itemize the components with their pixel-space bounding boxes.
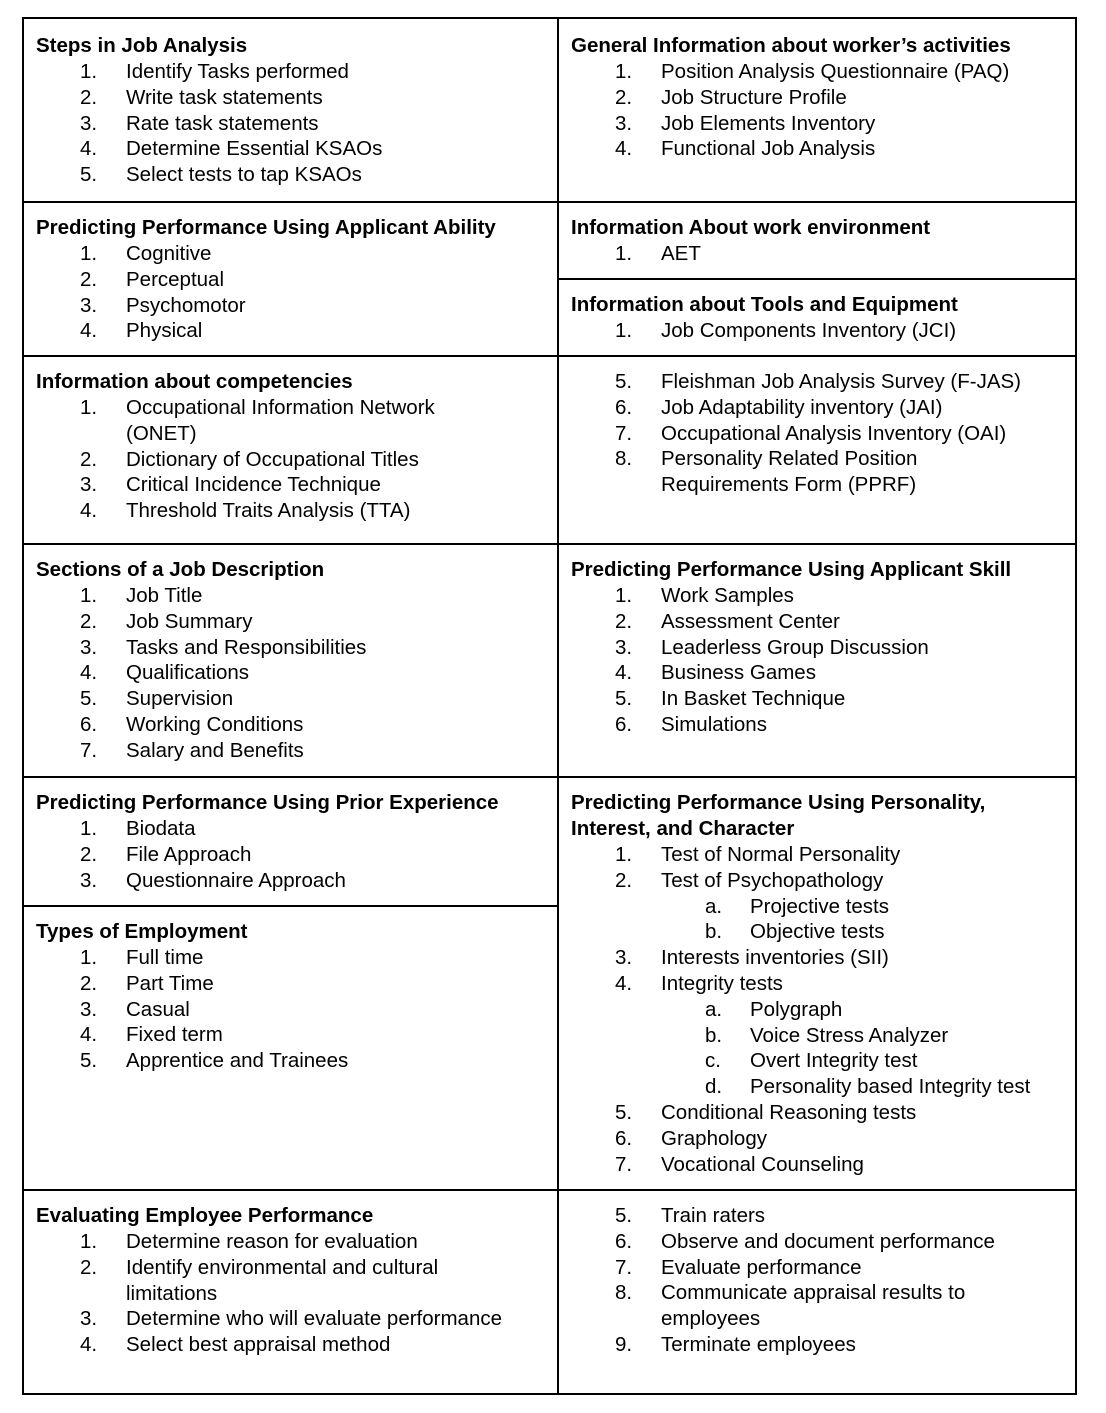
list-item: 1. Biodata <box>80 817 196 840</box>
numbered-list <box>36 59 557 188</box>
section-title: Predicting Performance Using Prior Experience <box>36 791 499 814</box>
list-item: 4. Threshold Traits Analysis (TTA) <box>80 499 411 523</box>
sub-list-item: d. Personality based Integrity test <box>705 1075 1031 1099</box>
sub-list-item: b. Voice Stress Analyzer <box>705 1023 949 1047</box>
section-title: Predicting Performance Using Personality, <box>571 791 986 814</box>
list-item: 2. Write task statements <box>80 85 323 109</box>
numbered-list <box>571 318 1075 344</box>
list-item: 5. Apprentice and Trainees <box>80 1049 349 1073</box>
list-item: 4. Qualifications <box>80 661 250 685</box>
section-title: General Information about worker’s activities <box>571 34 1011 57</box>
sub-list-item: b. Objective tests <box>705 920 885 944</box>
section-title: Evaluating Employee Performance <box>36 1204 374 1227</box>
list-item: 4. Physical <box>80 319 203 343</box>
list-item: 8. Personality Related Position <box>615 447 918 471</box>
list-item: 2. Dictionary of Occupational Titles <box>80 447 419 471</box>
numbered-list <box>36 241 557 344</box>
section-title-line-2: Interest, and Character <box>571 817 795 840</box>
list-item-continuation: Requirements Form (PPRF) <box>661 473 917 497</box>
numbered-list <box>36 945 557 1074</box>
list-item: 1. Identify Tasks performed <box>80 60 349 83</box>
list-item: 4. Integrity tests <box>615 971 783 995</box>
list-item: 1. Cognitive <box>80 242 212 265</box>
list-item-continuation: limitations <box>126 1281 218 1305</box>
cell-types-of-employment <box>24 905 557 1189</box>
numbered-list <box>571 842 1075 1177</box>
section-title: Information About work environment <box>571 216 931 239</box>
cell-prior-experience <box>24 776 557 905</box>
list-item: 2. Assessment Center <box>615 609 840 633</box>
list-item: 2. Perceptual <box>80 267 225 291</box>
cell-tools-equipment <box>559 278 1075 355</box>
list-item: 5. Fleishman Job Analysis Survey (F-JAS) <box>615 370 1022 393</box>
list-item: 2. Identify environmental and cultural <box>80 1255 439 1279</box>
cell-job-analysis-methods-continued <box>559 355 1075 543</box>
list-item: 1. Test of Normal Personality <box>615 843 901 866</box>
list-item: 3. Interests inventories (SII) <box>615 946 889 970</box>
list-item: 6. Observe and document performance <box>615 1229 995 1253</box>
list-item: 8. Communicate appraisal results to <box>615 1281 966 1305</box>
list-item: 2. File Approach <box>80 842 252 866</box>
list-item: 3. Job Elements Inventory <box>615 111 876 135</box>
sub-list-item: c. Overt Integrity test <box>705 1049 918 1073</box>
list-item: 3. Rate task statements <box>80 111 319 135</box>
section-title: Predicting Performance Using Applicant Skill <box>571 558 1012 581</box>
cell-steps-in-job-analysis <box>24 19 557 201</box>
list-item: 4. Fixed term <box>80 1023 223 1047</box>
list-item: 1. Determine reason for evaluation <box>80 1230 418 1253</box>
document-table <box>22 17 1077 1395</box>
cell-evaluating-performance-continued <box>559 1189 1075 1393</box>
cell-personality-interest-character <box>559 776 1075 1189</box>
list-item: 2. Job Summary <box>80 609 253 633</box>
list-item: 6. Simulations <box>615 712 767 736</box>
list-item: 5. Supervision <box>80 687 234 711</box>
numbered-list <box>571 59 1075 162</box>
list-item: 3. Leaderless Group Discussion <box>615 635 929 659</box>
list-item: 5. In Basket Technique <box>615 687 846 711</box>
list-item: 1. AET <box>615 242 701 265</box>
cell-competencies <box>24 355 557 543</box>
list-item: 9. Terminate employees <box>615 1332 856 1356</box>
numbered-list <box>36 1229 557 1358</box>
section-title: Sections of a Job Description <box>36 558 325 581</box>
list-item: 1. Job Components Inventory (JCI) <box>615 319 957 342</box>
cell-job-description-sections <box>24 543 557 776</box>
list-item: 5. Conditional Reasoning tests <box>615 1100 917 1124</box>
list-item: 2. Job Structure Profile <box>615 85 847 109</box>
numbered-list <box>571 1203 1075 1358</box>
list-item: 5. Train raters <box>615 1204 766 1227</box>
list-item: 4. Determine Essential KSAOs <box>80 137 383 161</box>
list-item: 5. Select tests to tap KSAOs <box>80 163 362 187</box>
list-item: 3. Tasks and Responsibilities <box>80 635 367 659</box>
numbered-list <box>571 583 1075 738</box>
list-item: 4. Select best appraisal method <box>80 1333 391 1357</box>
cell-applicant-ability <box>24 201 557 355</box>
section-title: Information about competencies <box>36 370 353 393</box>
list-item: 3. Critical Incidence Technique <box>80 473 381 497</box>
section-title: Types of Employment <box>36 920 248 943</box>
numbered-list <box>571 369 1075 498</box>
section-title: Information about Tools and Equipment <box>571 293 958 316</box>
list-item: 7. Vocational Counseling <box>615 1152 864 1176</box>
cell-evaluating-performance <box>24 1189 557 1393</box>
section-title: Steps in Job Analysis <box>36 34 248 57</box>
list-item: 3. Questionnaire Approach <box>80 868 346 892</box>
list-item: 6. Job Adaptability inventory (JAI) <box>615 395 943 419</box>
numbered-list <box>36 395 476 524</box>
sub-list-item: a. Polygraph <box>705 997 843 1021</box>
cell-applicant-skill <box>559 543 1075 776</box>
sub-list-item: a. Projective tests <box>705 894 889 918</box>
section-title: Predicting Performance Using Applicant Ability <box>36 216 496 239</box>
list-item-continuation: employees <box>661 1307 761 1331</box>
cell-worker-activities <box>559 19 1075 201</box>
numbered-list <box>571 241 1075 267</box>
list-item: 3. Psychomotor <box>80 293 246 317</box>
list-item: 4. Business Games <box>615 661 816 685</box>
list-item: 3. Casual <box>80 997 190 1021</box>
list-item: 1. Full time <box>80 946 204 969</box>
list-item: 4. Functional Job Analysis <box>615 137 876 161</box>
list-item: 7. Evaluate performance <box>615 1255 862 1279</box>
numbered-list <box>36 816 557 893</box>
list-item: 1. Occupational Information Network (ONET) <box>80 396 435 445</box>
list-item: 6. Graphology <box>615 1126 767 1150</box>
list-item: 2. Part Time <box>80 971 214 995</box>
numbered-list <box>36 583 557 764</box>
list-item: 2. Test of Psychopathology <box>615 868 884 892</box>
list-item: 6. Working Conditions <box>80 712 304 736</box>
list-item: 1. Work Samples <box>615 584 794 607</box>
list-item: 1. Job Title <box>80 584 203 607</box>
list-item: 1. Position Analysis Questionnaire (PAQ) <box>615 60 1010 83</box>
list-item: 3. Determine who will evaluate performance <box>80 1307 503 1331</box>
list-item: 7. Occupational Analysis Inventory (OAI) <box>615 421 1007 445</box>
list-item: 7. Salary and Benefits <box>80 738 304 762</box>
cell-work-environment <box>559 201 1075 278</box>
